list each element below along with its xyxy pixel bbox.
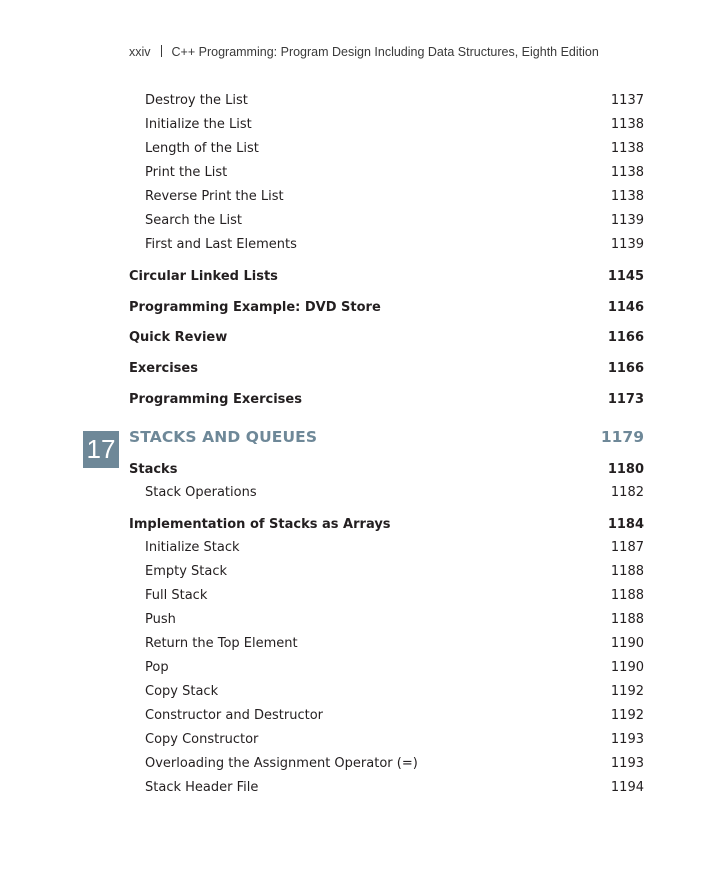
toc-entry-page: 1137: [610, 93, 644, 108]
toc-entry-page: 1193: [610, 756, 644, 771]
toc-entry-title: First and Last Elements: [145, 237, 297, 252]
toc-entry[interactable]: [129, 635, 644, 653]
toc-entry-title: Stack Operations: [145, 485, 257, 500]
toc-entry-title: Pop: [145, 660, 169, 675]
toc-entry-page: 1192: [610, 684, 644, 699]
toc-entry-title: Constructor and Destructor: [145, 708, 323, 723]
toc-entry-page: 1188: [610, 564, 644, 579]
header-book-title: C++ Programming: Program Design Including Data Structures, Eighth Edition: [171, 45, 599, 59]
toc-entry-title: Stack Header File: [145, 780, 259, 795]
toc-entry[interactable]: [129, 659, 644, 677]
toc-entry-page: 1138: [610, 141, 644, 156]
toc-section-title: Stacks: [129, 462, 178, 477]
chapter-page: 1179: [600, 428, 644, 446]
toc-entry-title: Overloading the Assignment Operator (=): [145, 756, 418, 771]
toc-entry-title: Initialize the List: [145, 117, 252, 132]
toc-entry-page: 1138: [610, 117, 644, 132]
toc-section-title: Implementation of Stacks as Arrays: [129, 517, 391, 532]
toc-entry-title: Copy Stack: [145, 684, 219, 699]
toc-entry[interactable]: [129, 587, 644, 605]
toc-section[interactable]: [129, 299, 644, 317]
toc-entry-title: Empty Stack: [145, 564, 228, 579]
toc-entry-title: Initialize Stack: [145, 540, 240, 555]
toc-section[interactable]: [129, 516, 644, 534]
toc-entry-page: 1194: [610, 780, 644, 795]
toc-entry[interactable]: [129, 779, 644, 797]
toc-entry[interactable]: [129, 707, 644, 725]
toc-entry[interactable]: [129, 140, 644, 158]
toc-entry-title: Copy Constructor: [145, 732, 259, 747]
toc-entry-page: 1138: [610, 165, 644, 180]
toc-section[interactable]: [129, 329, 644, 347]
running-header: [129, 45, 599, 59]
toc-section-page: 1184: [607, 517, 644, 532]
toc-entry-page: 1188: [610, 612, 644, 627]
toc-entry-title: Full Stack: [145, 588, 208, 603]
toc-entry[interactable]: [129, 164, 644, 182]
toc-section-page: 1180: [607, 462, 644, 477]
toc-entry-title: Print the List: [145, 165, 228, 180]
toc-section-title: Programming Exercises: [129, 392, 302, 407]
toc-entry[interactable]: [129, 236, 644, 254]
toc-entry[interactable]: [129, 683, 644, 701]
toc-section[interactable]: [129, 391, 644, 409]
toc-entry-page: 1139: [610, 237, 644, 252]
toc-section-page: 1146: [607, 300, 644, 315]
toc-section-title: Exercises: [129, 361, 198, 376]
toc-entry-title: Reverse Print the List: [145, 189, 284, 204]
toc-entry-page: 1187: [610, 540, 644, 555]
toc-section-page: 1173: [607, 392, 644, 407]
toc-entry[interactable]: [129, 731, 644, 749]
toc-entry-page: 1138: [610, 189, 644, 204]
toc-section-title: Programming Example: DVD Store: [129, 300, 381, 315]
toc-section[interactable]: [129, 461, 644, 479]
toc-entry-page: 1192: [610, 708, 644, 723]
toc-entry-page: 1193: [610, 732, 644, 747]
toc-section[interactable]: [129, 360, 644, 378]
toc-entry[interactable]: [129, 563, 644, 581]
toc-entry[interactable]: [129, 188, 644, 206]
header-divider: [161, 45, 162, 57]
toc-entry[interactable]: [129, 116, 644, 134]
toc-entry-page: 1139: [610, 213, 644, 228]
toc-entry-title: Length of the List: [145, 141, 259, 156]
header-page-number: xxiv: [129, 45, 151, 59]
toc-entry-page: 1190: [610, 636, 644, 651]
toc-section-title: Quick Review: [129, 330, 228, 345]
toc-chapter[interactable]: [129, 426, 644, 444]
toc-section-page: 1166: [607, 330, 644, 345]
toc-entry[interactable]: [129, 539, 644, 557]
toc-entry-title: Push: [145, 612, 176, 627]
toc-entry[interactable]: [129, 611, 644, 629]
toc-entry[interactable]: [129, 755, 644, 773]
toc-entry-title: Return the Top Element: [145, 636, 298, 651]
chapter-title: STACKS AND QUEUES: [129, 428, 318, 446]
toc-section[interactable]: [129, 268, 644, 286]
toc-entry[interactable]: [129, 484, 644, 502]
chapter-number-badge: 17: [83, 431, 119, 468]
toc-entry[interactable]: [129, 92, 644, 110]
toc-entry-title: Search the List: [145, 213, 242, 228]
toc-entry[interactable]: [129, 212, 644, 230]
toc-entry-title: Destroy the List: [145, 93, 248, 108]
toc-section-page: 1166: [607, 361, 644, 376]
toc-entry-page: 1190: [610, 660, 644, 675]
toc-entry-page: 1188: [610, 588, 644, 603]
toc-entry-page: 1182: [610, 485, 644, 500]
toc-section-page: 1145: [607, 269, 644, 284]
toc-section-title: Circular Linked Lists: [129, 269, 278, 284]
